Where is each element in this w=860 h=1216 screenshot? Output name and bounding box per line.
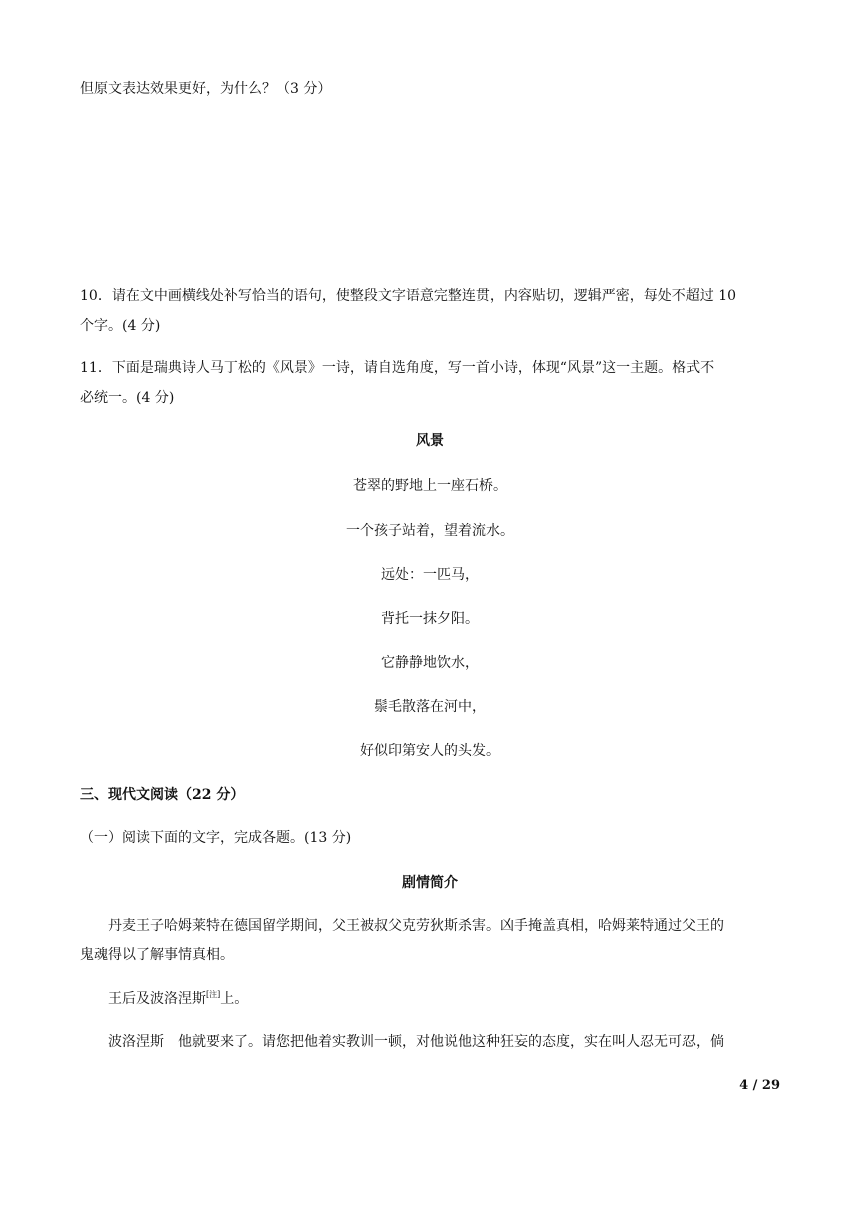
poem-title: 风景 [416,433,444,449]
dialogue-text: 他就要来了。请您把他着实教训一顿，对他说他这种狂妄的态度，实在叫人忍无可忍，倘 [178,1034,724,1050]
poem-line: 远处：一匹马， [381,567,479,583]
question-11-line-2: 必统一。(4 分) [80,390,175,406]
stage-direction-text: 王后及波洛涅斯 [108,991,206,1007]
stage-direction [108,991,248,1006]
carryover-question-text: 但原文表达效果更好，为什么？（3 分） [80,81,332,97]
poem-line: 它静静地饮水， [381,655,479,671]
drama-title: 剧情简介 [402,875,458,891]
poem-line: 好似印第安人的头发。 [360,743,500,759]
speaker-name: 波洛涅斯 [108,1034,164,1050]
poem-line: 鬃毛散落在河中， [374,699,486,715]
dialogue-line [108,1035,724,1049]
page-number: 4 / 29 [739,1078,780,1093]
question-11-line-1: 11．下面是瑞典诗人马丁松的《风景》一诗，请自选角度，写一首小诗，体现“风景”这一主题。格式不 [80,360,715,376]
footnote-marker: [注] [206,990,221,999]
poem-line: 一个孩子站着，望着流水。 [346,523,514,539]
section-heading: 三、现代文阅读（22 分） [80,787,245,803]
subsection-heading: （一）阅读下面的文字，完成各题。(13 分) [80,830,352,846]
synopsis-line-1: 丹麦王子哈姆莱特在德国留学期间，父王被叔父克劳狄斯杀害。凶手掩盖真相，哈姆莱特通过父王的 [108,918,724,934]
synopsis-line-2: 鬼魂得以了解事情真相。 [80,947,234,963]
question-10-line-2: 个字。(4 分) [80,318,161,334]
poem-line: 背托一抹夕阳。 [381,611,479,627]
stage-direction-tail: 上。 [220,991,249,1007]
poem-line: 苍翠的野地上一座石桥。 [353,478,507,494]
question-10-line-1: 10．请在文中画横线处补写恰当的语句，使整段文字语意完整连贯，内容贴切，逻辑严密，每处不超过 10 [80,288,737,304]
